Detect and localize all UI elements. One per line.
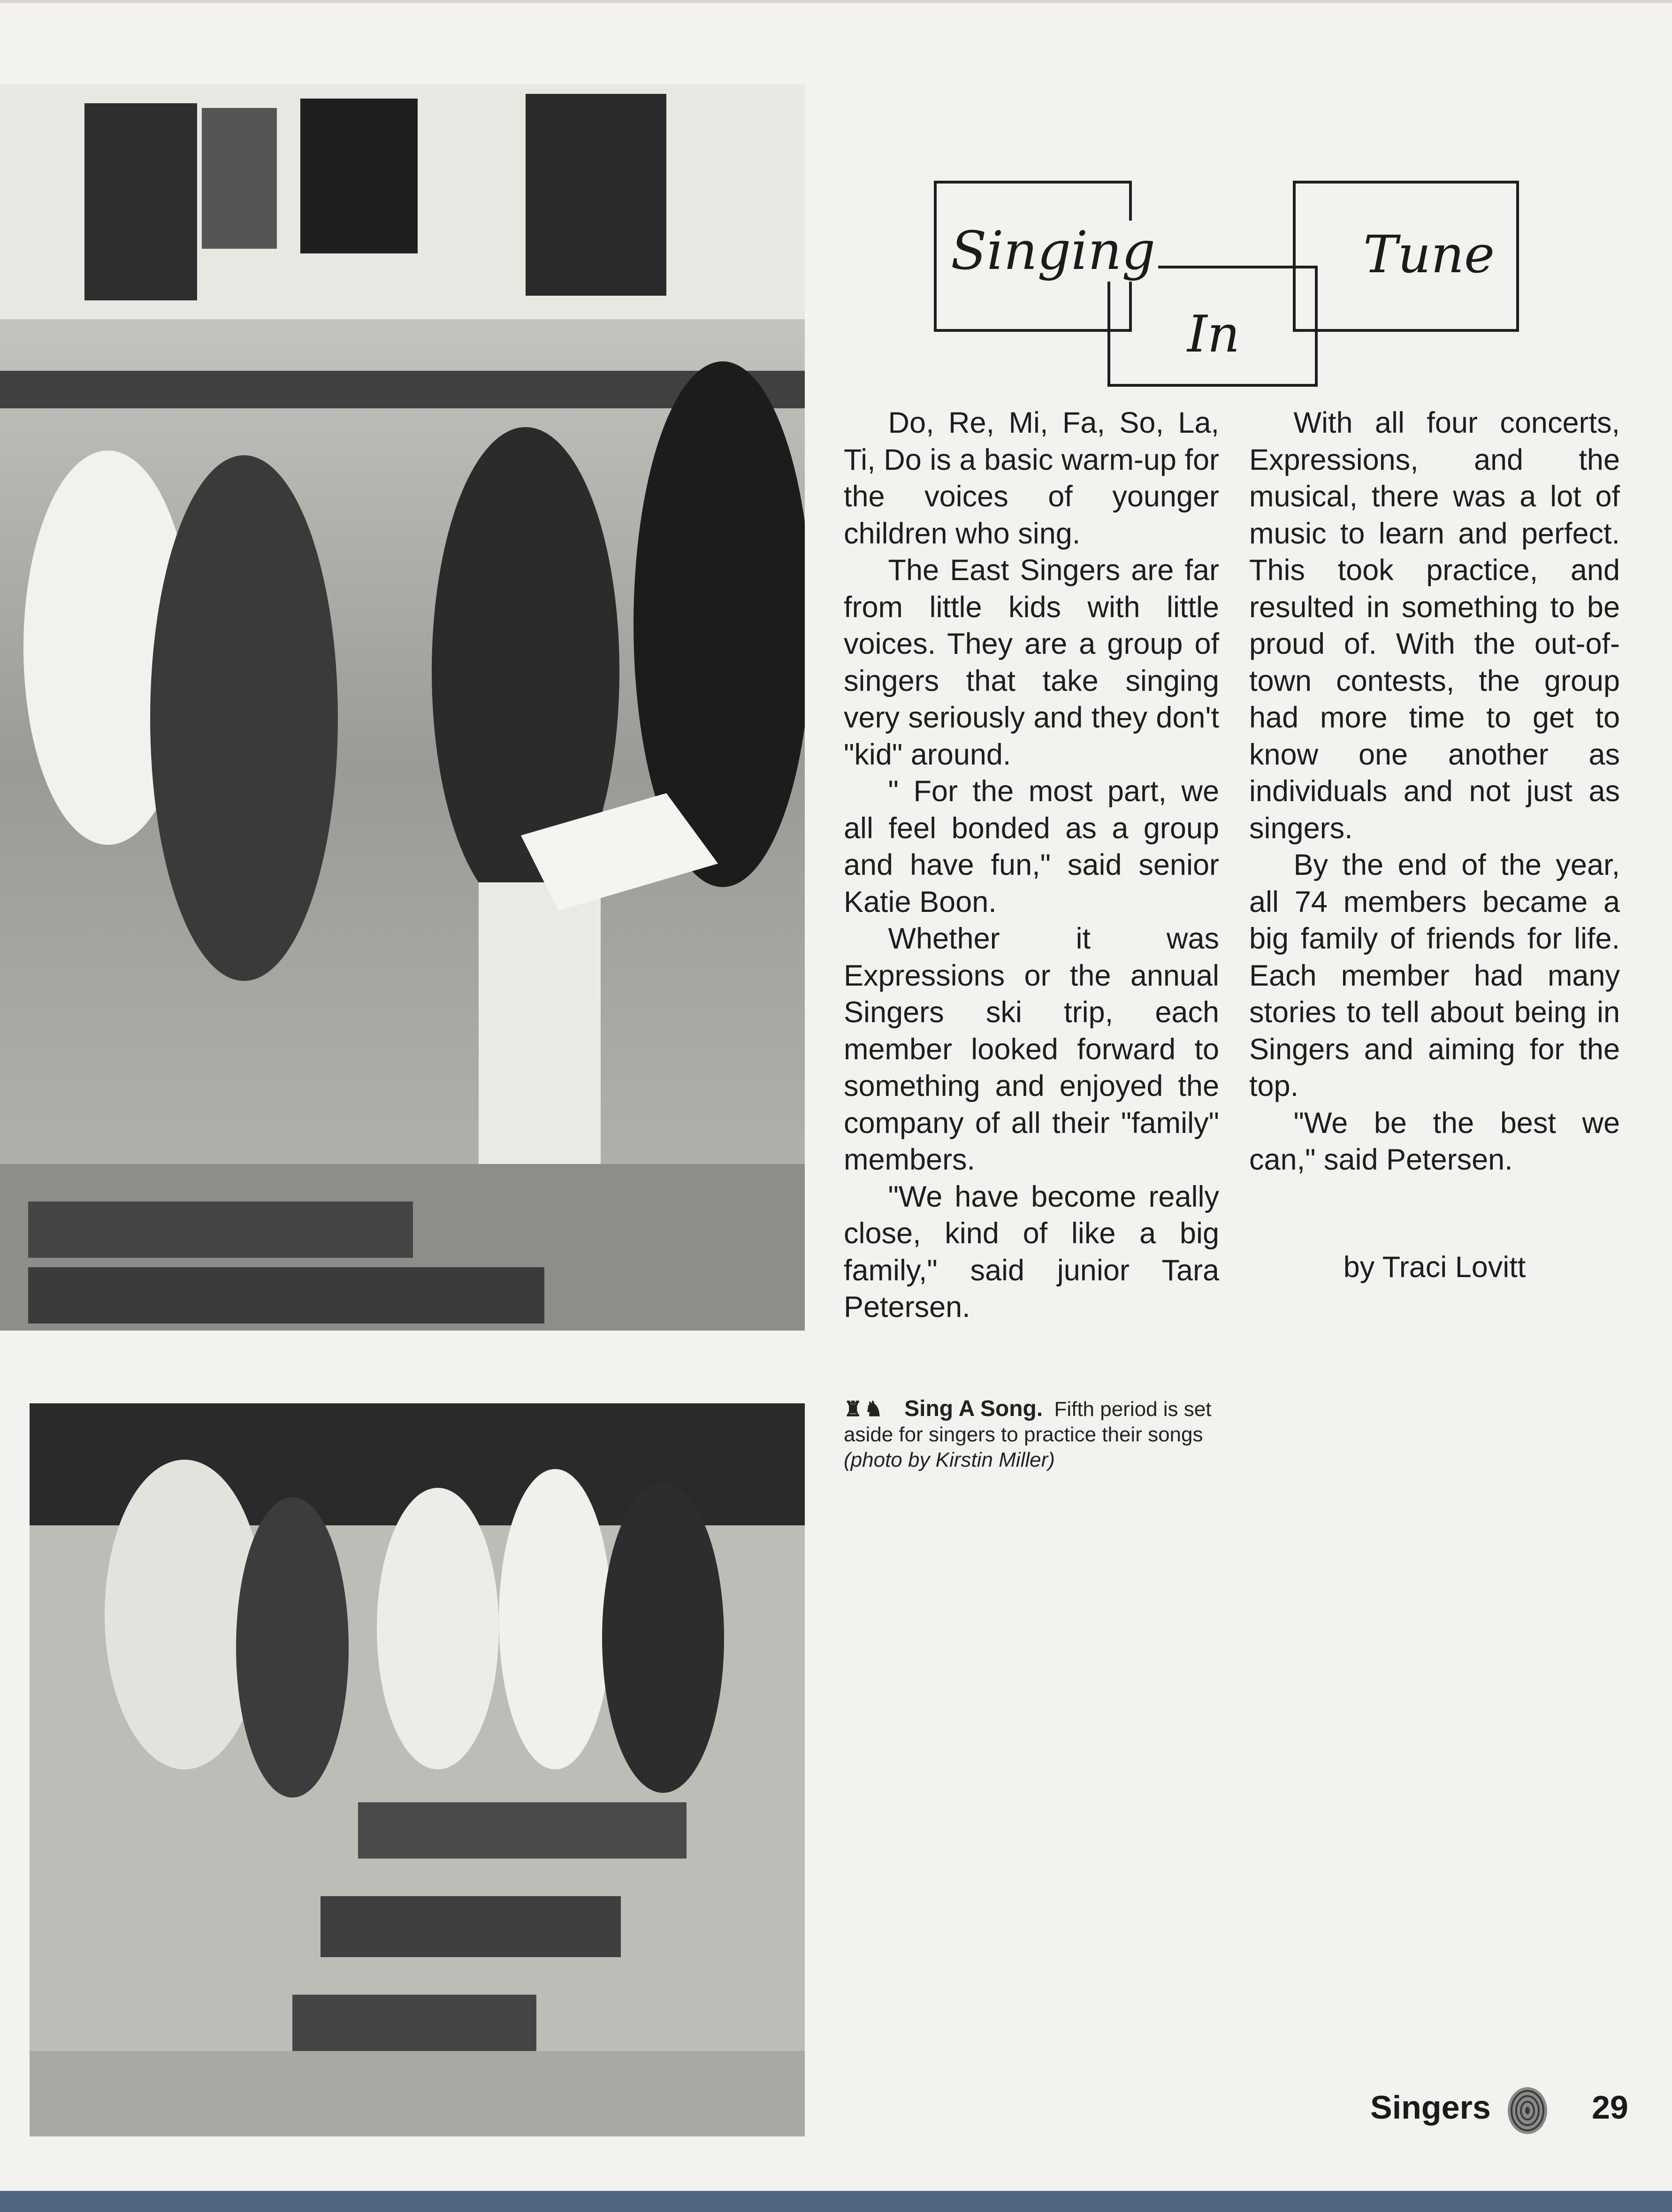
caption-title: Sing A Song. <box>904 1396 1043 1421</box>
title-word-in: In <box>1187 305 1240 364</box>
article-paragraph: Do, Re, Mi, Fa, So, La, Ti, Do is a basic warm-up for the voices of younger children who sing. <box>844 406 1219 550</box>
caption-arrow-icon: ♜♞ <box>844 1398 885 1421</box>
article-column-left <box>844 405 1219 1326</box>
caption-photo-credit: (photo by Kirstin Miller) <box>844 1448 1055 1471</box>
photo-caption <box>844 1396 1224 1473</box>
page-number: 29 <box>1592 2089 1628 2126</box>
section-label: Singers <box>1370 2089 1491 2126</box>
article-paragraph: The East Singers are far from little kids with little voices. They are a group of singers that take singing very seriously and they don't "kid" around. <box>844 554 1219 771</box>
choir-rehearsal-photo-top <box>0 84 805 1331</box>
article-paragraph: " For the most part, we all feel bonded as a group and have fun," said senior Katie Boon. <box>844 775 1219 918</box>
article-paragraph: Whether it was Expressions or the annual Singers ski trip, each member looked forward to something and enjoyed the company of all their "family" members. <box>844 922 1219 1176</box>
page-edge-bottom <box>0 2191 1672 2212</box>
page-edge-top <box>0 0 1672 3</box>
byline: by Traci Lovitt <box>1343 1250 1526 1284</box>
article-column-right <box>1249 405 1620 1286</box>
article-paragraph: By the end of the year, all 74 members became a big family of friends for life. Each member had many stories to tell about being in Singers and aiming for the top. <box>1249 849 1620 1102</box>
article-paragraph: "We be the best we can," said Petersen. <box>1249 1106 1620 1176</box>
caption-body: Fifth period is set aside for singers to practice their songs <box>844 1398 1212 1446</box>
title-word-singing: Singing <box>948 221 1158 282</box>
choir-rehearsal-photo-bottom <box>30 1403 805 2136</box>
fingerprint-emblem-icon <box>1505 2086 1550 2135</box>
article-paragraph: "We have become really close, kind of like a big family," said junior Tara Petersen. <box>844 1180 1219 1324</box>
title-word-tune: Tune <box>1363 224 1495 284</box>
article-paragraph: With all four concerts, Expressions, and the musical, there was a lot of music to learn and perfect. This took practice, and resulted in something to be proud of. With the out-of-town contests, the group had more time to get to know one another as individuals and not just as singers. <box>1249 406 1620 845</box>
